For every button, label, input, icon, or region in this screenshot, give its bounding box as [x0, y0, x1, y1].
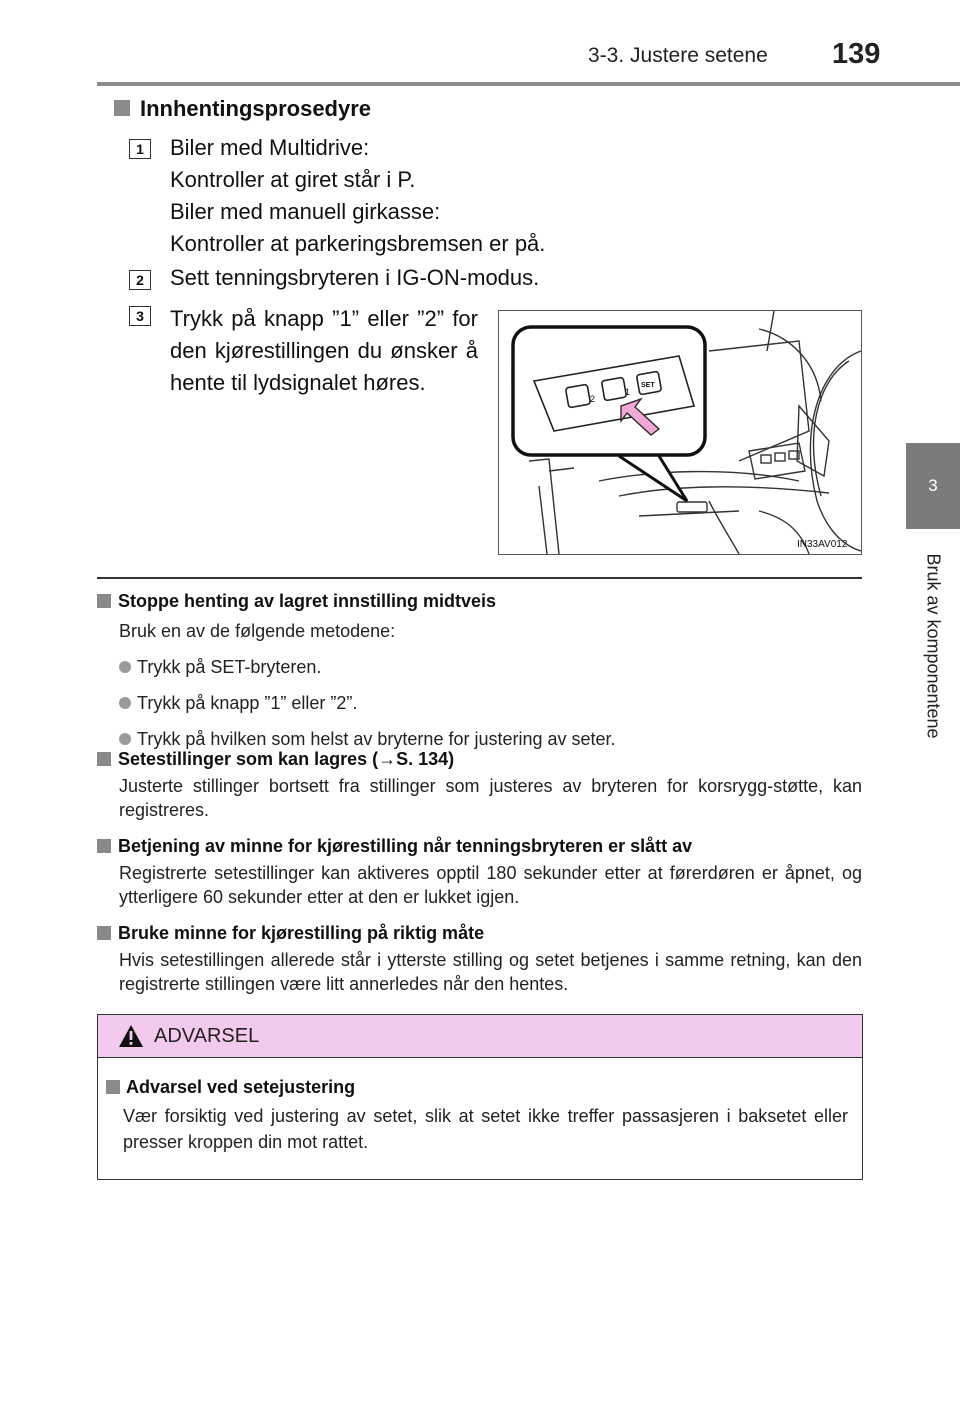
- step-2-line: Sett tenningsbryteren i IG-ON-modus.: [170, 265, 540, 290]
- note-body: Bruk en av de følgende metodene:: [119, 621, 396, 641]
- note-stop-retrieval: [97, 589, 862, 751]
- square-bullet-icon: [97, 752, 111, 766]
- circle-bullet-icon: [119, 733, 131, 745]
- note-title: [97, 747, 862, 771]
- warning-triangle-icon: [118, 1024, 144, 1048]
- warning-title-text: Advarsel ved setejustering: [126, 1077, 356, 1097]
- note-title: [97, 834, 862, 858]
- note-title-text: Setestillinger som kan lagres (→S. 134): [118, 749, 455, 769]
- circle-bullet-icon: [119, 697, 131, 709]
- warning-body: Vær forsiktig ved justering av setet, slik at setet ikke treffer passasjeren i baksetet eller presser kroppen din mot rattet.: [123, 1106, 848, 1152]
- procedure-heading: [114, 96, 371, 122]
- list-item: [119, 691, 862, 715]
- illustration-drawing: [499, 311, 861, 554]
- note-title: [97, 921, 862, 945]
- chapter-label: Bruk av komponentene: [923, 553, 944, 739]
- circle-bullet-icon: [119, 661, 131, 673]
- note-title-text: Stoppe henting av lagret innstilling midtveis: [118, 591, 497, 611]
- square-bullet-icon: [114, 100, 130, 116]
- list-item: [119, 655, 862, 679]
- step-1-line: Kontroller at parkeringsbremsen er på.: [170, 231, 546, 256]
- illustration-code: IN33AV012: [797, 539, 848, 550]
- chapter-number: 3: [928, 476, 938, 495]
- square-bullet-icon: [97, 926, 111, 940]
- step-number-1: 1: [129, 139, 151, 159]
- step-number-2: 2: [129, 270, 151, 290]
- note-title: [97, 589, 862, 613]
- square-bullet-icon: [97, 594, 111, 608]
- note-body: Justerte stillinger bortsett fra stillinger som justeres av bryteren for korsrygg-støtte, kan registreres.: [119, 776, 862, 820]
- procedure-heading-text: Innhentingsprosedyre: [140, 96, 372, 121]
- note-body: Hvis setestillingen allerede står i ytterste stilling og setet betjenes i samme retning, kan den registrerte stillingen være litt annerledes når den hentes.: [119, 950, 862, 994]
- button-label-2: 2: [590, 394, 596, 404]
- note-correct-use: [97, 921, 862, 996]
- warning-box: [97, 1014, 863, 1180]
- square-bullet-icon: [106, 1080, 120, 1094]
- note-body: Registrerte setestillinger kan aktiveres opptil 180 sekunder etter at førerdøren er åpnet, og ytterligere 60 sekunder etter at den er lukket igjen.: [119, 863, 862, 907]
- section-divider: [97, 577, 862, 579]
- warning-label: ADVARSEL: [154, 1024, 260, 1047]
- step-1-line: Biler med Multidrive:: [170, 135, 370, 160]
- button-label-1: 1: [625, 387, 631, 397]
- note-ignition-off: [97, 834, 862, 909]
- step-1-text: [170, 132, 545, 260]
- step-number-3: 3: [129, 306, 151, 326]
- step-3-text: Trykk på knapp ”1” eller ”2” for den kjørestillingen du ønsker å hente til lydsignalet høres.: [170, 306, 478, 395]
- section-title: 3-3. Justere setene: [588, 44, 768, 67]
- list-item-text: Trykk på hvilken som helst av bryterne for justering av seter.: [137, 729, 616, 749]
- note-storable-positions: [97, 747, 862, 822]
- list-item-text: Trykk på knapp ”1” eller ”2”.: [137, 693, 358, 713]
- page-number: 139: [832, 38, 881, 70]
- chapter-label-container: [906, 536, 960, 756]
- note-title-text: Bruke minne for kjørestilling på riktig måte: [118, 923, 485, 943]
- button-label-set: SET: [641, 382, 655, 389]
- warning-title: [106, 1077, 355, 1098]
- chapter-tab: [906, 443, 960, 529]
- step-1-line: Biler med manuell girkasse:: [170, 199, 441, 224]
- step-1-line: Kontroller at giret står i P.: [170, 167, 416, 192]
- header-rule: [97, 82, 960, 86]
- step-2-text: [170, 262, 539, 294]
- list-item-text: Trykk på SET-bryteren.: [137, 657, 322, 677]
- memory-switch-illustration: [498, 310, 862, 555]
- square-bullet-icon: [97, 839, 111, 853]
- note-title-text: Betjening av minne for kjørestilling når tenningsbryteren er slått av: [118, 836, 693, 856]
- warning-header: [98, 1015, 862, 1058]
